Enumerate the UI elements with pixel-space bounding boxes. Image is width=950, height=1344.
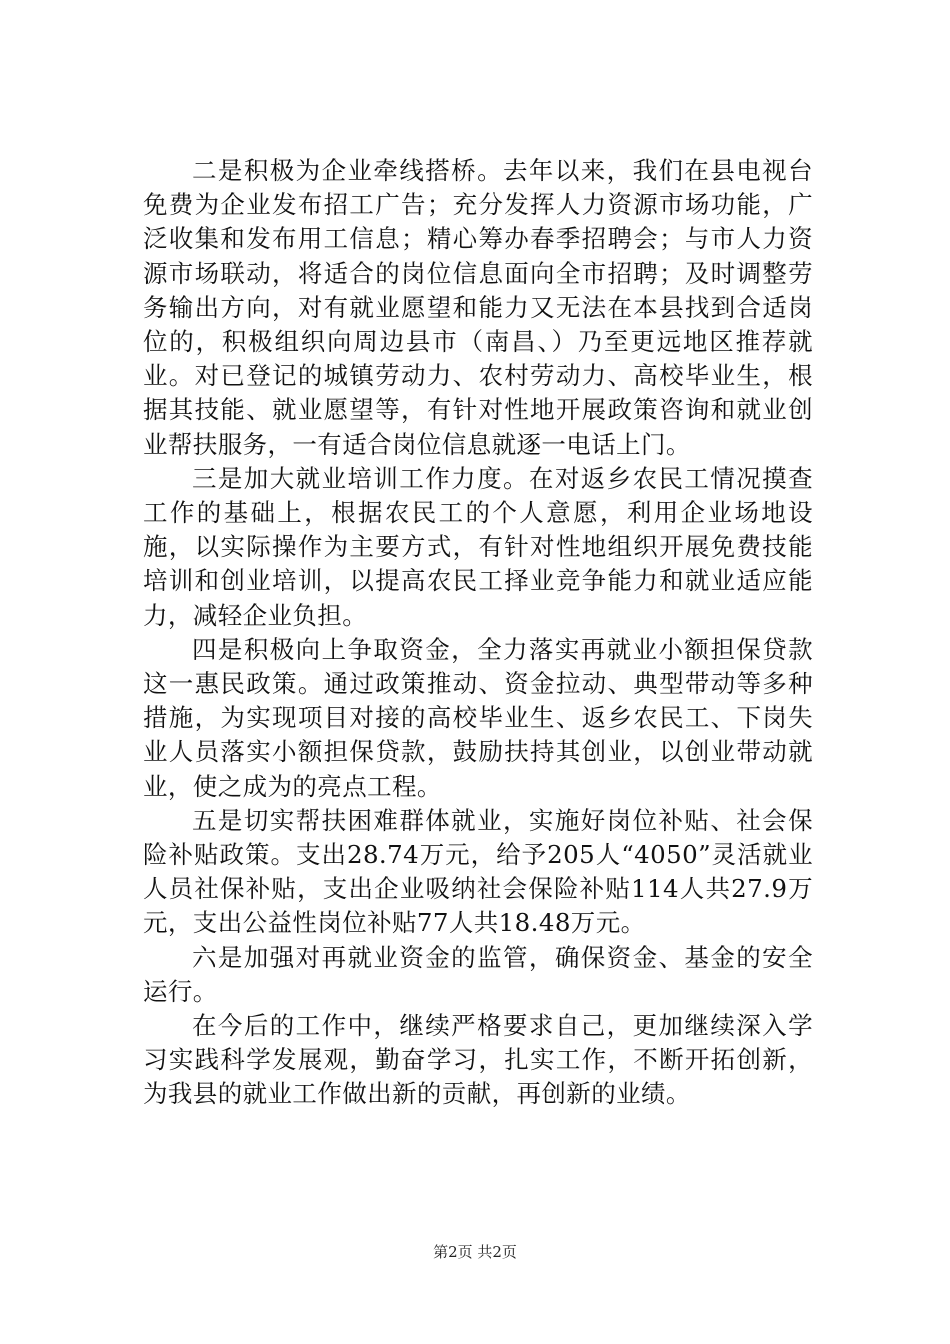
- paragraph-5-assistance: 五是切实帮扶困难群体就业，实施好岗位补贴、社会保险补贴政策。支出28.74万元，给予205人“4050”灵活就业人员社保补贴，支出企业吸纳社会保险补贴114人共27.9万元，支出公益性岗位补贴77人共18.48万元。: [143, 805, 813, 938]
- paragraph-2-matchmaking: 二是积极为企业牵线搭桥。去年以来，我们在县电视台免费为企业发布招工广告；充分发挥人力资源市场功能，广泛收集和发布用工信息；精心筹办春季招聘会；与市人力资源市场联动，将适合的岗位信息面向全市招聘；及时调整劳务输出方向，对有就业愿望和能力又无法在本县找到合适岗位的，积极组织向周边县市（南昌、）乃至更远地区推荐就业。对已登记的城镇劳动力、农村劳动力、高校毕业生，根据其技能、就业愿望等，有针对性地开展政策咨询和就业创业帮扶服务，一有适合岗位信息就逐一电话上门。: [143, 156, 813, 459]
- paragraph-4-funding: 四是积极向上争取资金，全力落实再就业小额担保贷款这一惠民政策。通过政策推动、资金拉动、典型带动等多种措施，为实现项目对接的高校毕业生、返乡农民工、下岗失业人员落实小额担保贷款，鼓励扶持其创业，以创业带动就业，使之成为的亮点工程。: [143, 634, 813, 801]
- paragraph-conclusion: 在今后的工作中，继续严格要求自己，更加继续深入学习实践科学发展观，勤奋学习，扎实工作，不断开拓创新，为我县的就业工作做出新的贡献，再创新的业绩。: [143, 1011, 813, 1109]
- paragraph-3-training: 三是加大就业培训工作力度。在对返乡农民工情况摸查工作的基础上，根据农民工的个人意愿，利用企业场地设施，以实际操作为主要方式，有针对性地组织开展免费技能培训和创业培训，以提高农民工择业竞争能力和就业适应能力，减轻企业负担。: [143, 463, 813, 630]
- document-body: [143, 154, 813, 1112]
- paragraph-6-supervision: 六是加强对再就业资金的监管，确保资金、基金的安全运行。: [143, 942, 813, 1006]
- page-number-footer: 第2页 共2页: [433, 1243, 517, 1261]
